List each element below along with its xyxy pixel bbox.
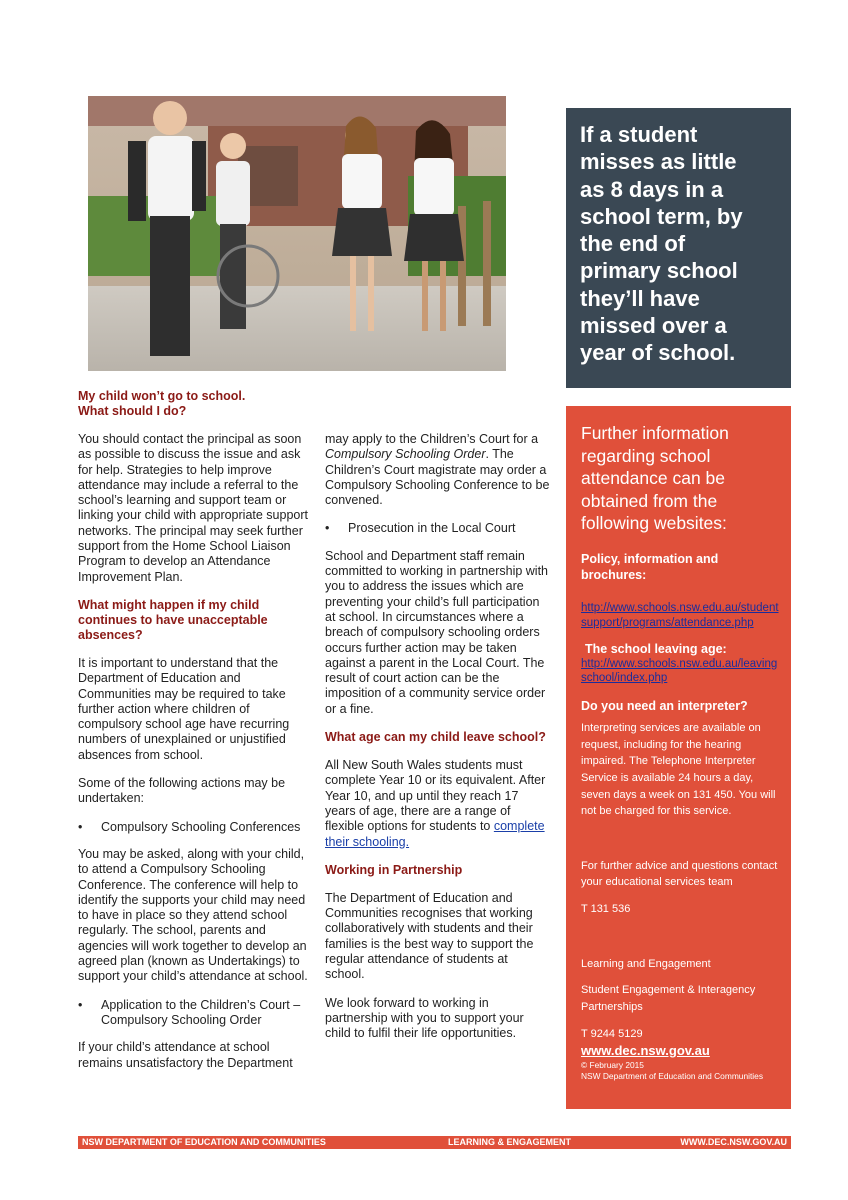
callout-line: missed over a	[580, 313, 727, 339]
lead-line: regarding school	[581, 445, 711, 466]
paragraph-conference: You may be asked, along with your child, to attend a Compulsory Schooling Conference. The conference will help to identify the supports your child may need to have in place so they attend school regularly. The school, parents and agencies will work together to develop an agreed plan (known as Undertakings) to support your child’s attendance at school.	[78, 846, 308, 984]
unit-learning-engagement: Learning and Engagement	[581, 957, 711, 970]
actions-list-3	[325, 521, 550, 536]
main-column-middle	[325, 432, 550, 1055]
lead-line: Further information	[581, 423, 729, 443]
footer-unit: LEARNING & ENGAGEMENT	[448, 1137, 572, 1147]
complete-schooling-link[interactable]: complete their schooling.	[325, 819, 545, 849]
policy-heading	[581, 551, 781, 583]
footer-bar	[78, 1136, 791, 1149]
footer-department: NSW DEPARTMENT OF EDUCATION AND COMMUNITIES	[82, 1137, 326, 1147]
statistic-callout-box	[566, 108, 791, 388]
copyright: © February 2015	[581, 1059, 644, 1070]
main-column-left	[78, 389, 310, 1084]
paragraph-department-recognises: The Department of Education and Communities recognises that working collaboratively with students and their families is the best way to support the regular attendance of students at school.	[325, 890, 534, 982]
callout-line: year of school.	[580, 340, 736, 366]
heading-line: What should I do?	[78, 404, 187, 418]
callout-line: If a student	[580, 122, 698, 147]
phone-92445129: T 9244 5129	[581, 1028, 643, 1041]
emphasis-text: Compulsory Schooling Order	[325, 447, 486, 462]
paragraph-staff-committed: School and Department staff remain committed to working in partnership with you to address the issues which are preventing your child’s full participation at school. In circumstances where a breach of compulsory schooling orders occurs further action may be taken against a parent in the Local Court. The result of court action can be the imposition of a community service order or a fine.	[325, 548, 549, 716]
phone-131536: T 131 536	[581, 902, 631, 915]
list-item: • Application to the Children’s Court – Compulsory Schooling Order	[78, 998, 310, 1029]
paragraph-look-forward: We look forward to working in partnership with you to support your child to fulfil their life opportunities.	[325, 995, 524, 1041]
paragraph-contact-principal: You should contact the principal as soon as possible to discuss the issue and ask for help. Strategies to help improve attendance may include a referral to the school’s learning and support team or linking your child with appropriate support networks. The principal may seek further support from the Home School Liaison Program to develop an Attendance Improvement Plan.	[78, 432, 308, 584]
list-item: • Compulsory Schooling Conferences	[78, 820, 310, 835]
paragraph-court-order	[325, 432, 550, 508]
policy-link[interactable]: http://www.schools.nsw.edu.au/studentsupport/programs/attendance.php	[581, 601, 779, 629]
leaving-age-link[interactable]: http://www.schools.nsw.edu.au/leavingschool/index.php	[581, 657, 778, 685]
unit-student-engagement: Student Engagement & Interagency Partnerships	[581, 984, 756, 1013]
leaving-age-heading: The school leaving age:	[585, 641, 727, 656]
paragraph-unsatisfactory-attendance: If your child’s attendance at school remains unsatisfactory the Department	[78, 1040, 293, 1070]
heading-working-partnership: Working in Partnership	[325, 862, 463, 877]
text-span: may apply to the Children’s Court for a	[325, 432, 539, 446]
actions-list-2	[78, 998, 310, 1029]
interpreter-text: Interpreting services are available on request, including for the hearing impaired. The Telephone Interpreter Service is available 24 hours a day, seven days a week on 131 450. You will not be charged for this service.	[581, 722, 776, 818]
list-item: • Prosecution in the Local Court	[325, 521, 550, 536]
actions-list-1	[78, 820, 310, 835]
callout-line: primary school	[580, 258, 738, 284]
callout-line: the end of	[580, 231, 686, 257]
paragraph-year-10	[325, 758, 550, 850]
lead-line: following websites:	[581, 513, 727, 534]
paragraph-actions-undertaken: Some of the following actions may be undertaken:	[78, 776, 286, 806]
text-span: All New South Wales students must complete Year 10 or its equivalent. After Year 10, and up until they reach 17 years of age, there are a range of flexible options for students to	[325, 758, 546, 834]
further-information-box	[566, 406, 791, 1109]
footer-website: WWW.DEC.NSW.GOV.AU	[680, 1137, 787, 1147]
text-span: . The Children’s Court magistrate may order a Compulsory Schooling Conference to be convened.	[325, 447, 550, 508]
students-photo-illustration	[88, 96, 506, 371]
callout-line: as 8 days in a	[580, 176, 724, 202]
advice-text: For further advice and questions contact your educational services team	[581, 859, 778, 889]
organisation-name: NSW Department of Education and Communities	[581, 1071, 764, 1082]
heading-line: My child won’t go to school.	[78, 389, 246, 403]
interpreter-heading: Do you need an interpreter?	[581, 699, 748, 714]
heading-unacceptable-absences: What might happen if my child continues to have unacceptable absences?	[78, 597, 268, 642]
dec-website-link[interactable]: www.dec.nsw.gov.au	[581, 1042, 710, 1058]
heading-line: Policy, information and	[581, 551, 719, 566]
callout-line: misses as little	[580, 149, 737, 175]
lead-line: obtained from the	[581, 490, 718, 511]
lead-line: attendance can be	[581, 468, 726, 489]
heading-wont-go-to-school	[78, 389, 310, 419]
info-lead	[581, 422, 781, 535]
heading-leave-school-age: What age can my child leave school?	[325, 730, 546, 745]
callout-line: they’ll have	[580, 285, 700, 311]
heading-line: brochures:	[581, 567, 647, 582]
paragraph-department-action: It is important to understand that the Department of Education and Communities may be required to take further action where children of compulsory school age have recurring numbers of unexplained or unjustified absences from school.	[78, 655, 290, 762]
callout-line: school term, by	[580, 203, 743, 229]
students-photo	[88, 96, 506, 371]
